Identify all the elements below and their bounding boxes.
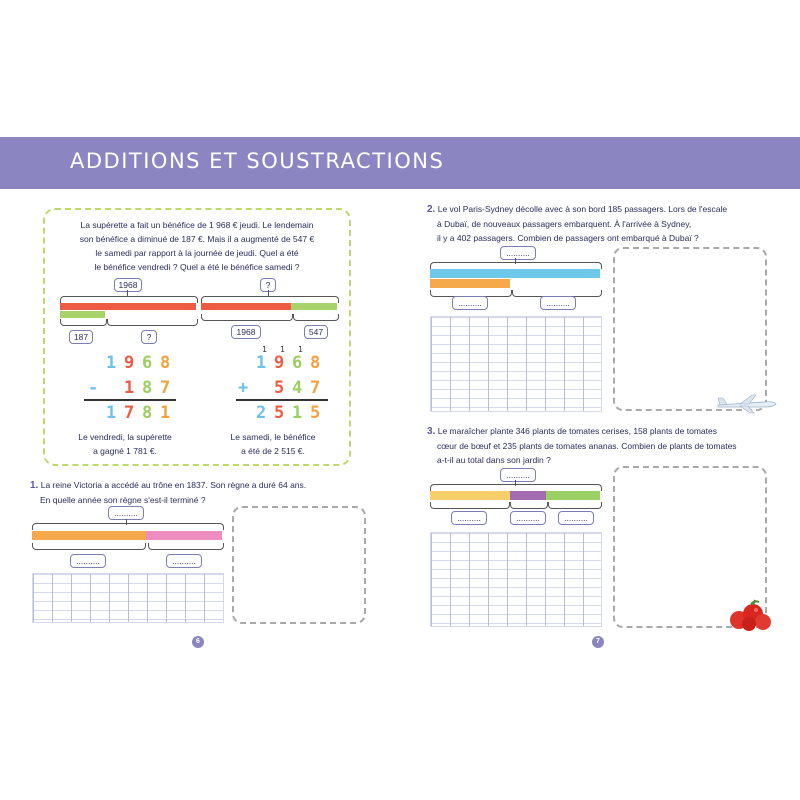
- q3-total-blank[interactable]: ..........: [500, 468, 536, 482]
- add-result-digit: 5: [310, 403, 321, 423]
- sub-operator: -: [88, 378, 99, 398]
- sub-digit: 7: [160, 378, 171, 398]
- question-1: [30, 478, 360, 507]
- conclusion-line: Le vendredi, la supérette: [78, 432, 172, 442]
- right-total-label: ?: [260, 278, 276, 292]
- right-top-brace: [201, 296, 339, 303]
- example-conclusion-right: [208, 430, 338, 458]
- right-bar-a: [201, 303, 291, 310]
- right-brace-a: [201, 314, 293, 321]
- question-number: 2.: [427, 204, 436, 215]
- q3-part-b-blank[interactable]: ..........: [510, 511, 546, 525]
- example-intro-line: La supérette a fait un bénéfice de 1 968 € jeudi. Le lendemain: [80, 220, 314, 230]
- question-line: il y a 402 passagers. Combien de passagers ont embarqué à Dubaï ?: [437, 233, 699, 243]
- q2-answer-box[interactable]: [613, 247, 767, 411]
- sub-result-digit: 1: [106, 403, 117, 423]
- q2-part-b-blank[interactable]: ..........: [540, 296, 576, 310]
- q3-part-a-blank[interactable]: ..........: [451, 511, 487, 525]
- q1-brace-b: [148, 543, 224, 550]
- sub-result-digit: 1: [160, 403, 171, 423]
- add-result-line: [236, 399, 328, 401]
- sub-digit: 8: [142, 378, 153, 398]
- example-intro-line: le bénéfice vendredi ? Quel a été le bénéfice samedi ?: [94, 262, 300, 272]
- question-2: [427, 202, 777, 245]
- add-digit: 7: [310, 378, 321, 398]
- q1-bar-a: [32, 531, 146, 540]
- question-line: à Dubaï, de nouveaux passagers embarquent. À l'arrivée à Sydney,: [437, 219, 692, 229]
- q3-bar-b: [510, 491, 546, 500]
- question-number: 1.: [30, 480, 39, 491]
- add-digit: 4: [292, 378, 303, 398]
- right-part-b-label: 547: [304, 325, 328, 339]
- q2-bar-part: [430, 279, 510, 288]
- right-brace-b: [293, 314, 339, 321]
- q1-part-a-blank[interactable]: ..........: [70, 554, 106, 568]
- left-top-brace: [60, 296, 198, 303]
- q1-top-brace-tick: [126, 519, 127, 525]
- left-part-b-label: ?: [141, 330, 157, 344]
- left-total-label: 1968: [114, 278, 142, 292]
- q3-bar-a: [430, 491, 510, 500]
- tomatoes-icon: [725, 598, 775, 632]
- question-line: a-t-il au total dans son jardin ?: [437, 455, 551, 465]
- conclusion-line: a été de 2 515 €.: [241, 446, 305, 456]
- question-line: cœur de bœuf et 235 plants de tomates ananas. Combien de plants de tomates: [437, 441, 737, 451]
- add-digit: 5: [274, 378, 285, 398]
- question-number: 3.: [427, 426, 436, 437]
- question-line: Le vol Paris-Sydney décolle avec à son bord 185 passagers. Lors de l'escale: [437, 204, 728, 214]
- add-result-digit: 1: [292, 403, 303, 423]
- question-line: La reine Victoria a accédé au trône en 1837. Son règne a duré 64 ans.: [40, 480, 307, 490]
- add-carry: 1: [280, 345, 285, 354]
- left-brace-a: [60, 319, 107, 326]
- conclusion-line: a gagné 1 781 €.: [93, 446, 157, 456]
- page-title: ADDITIONS ET SOUSTRACTIONS: [70, 149, 445, 173]
- q2-total-blank[interactable]: ..........: [500, 246, 536, 260]
- left-top-brace-tick: [127, 290, 128, 296]
- add-result-digit: 2: [256, 403, 267, 423]
- sub-digit: 8: [160, 353, 171, 373]
- question-3: [427, 424, 777, 467]
- q1-answer-box[interactable]: [232, 506, 366, 624]
- q1-part-b-blank[interactable]: ..........: [166, 554, 202, 568]
- example-intro-line: le samedi par rapport à la journée de jeudi. Quel a été: [95, 248, 299, 258]
- right-top-brace-tick: [268, 290, 269, 296]
- add-carry: 1: [262, 345, 267, 354]
- add-digit: 8: [310, 353, 321, 373]
- question-line: En quelle année son règne s'est-il terminé ?: [40, 495, 206, 505]
- q3-part-c-blank[interactable]: ..........: [558, 511, 594, 525]
- left-total-bar: [60, 303, 196, 310]
- q1-total-blank[interactable]: ..........: [108, 506, 144, 520]
- q2-part-a-blank[interactable]: ..........: [452, 296, 488, 310]
- q2-top-brace-tick: [515, 258, 516, 264]
- q2-bar-total: [430, 269, 600, 278]
- example-intro-line: son bénéfice a diminué de 187 €. Mais il a augmenté de 547 €: [79, 234, 315, 244]
- q3-top-brace-tick: [515, 480, 516, 486]
- sub-digit: 9: [124, 353, 135, 373]
- add-digit: 9: [274, 353, 285, 373]
- question-line: Le maraîcher plante 346 plants de tomates cerises, 158 plants de tomates: [437, 426, 717, 436]
- add-carry: 1: [298, 345, 303, 354]
- q3-bar-c: [546, 491, 600, 500]
- q1-top-brace: [32, 523, 224, 530]
- conclusion-line: Le samedi, le bénéfice: [230, 432, 316, 442]
- page-number-right: 7: [592, 636, 604, 648]
- page-number-left: 6: [192, 636, 204, 648]
- sub-digit: 6: [142, 353, 153, 373]
- q3-brace-b: [510, 502, 548, 509]
- left-part-bar: [60, 311, 105, 318]
- example-conclusion-left: [60, 430, 190, 458]
- q2-working-grid[interactable]: [430, 316, 602, 412]
- sub-result-line: [84, 399, 176, 401]
- add-digit: 1: [256, 353, 267, 373]
- q1-brace-a: [32, 543, 146, 550]
- q3-brace-c: [548, 502, 602, 509]
- right-part-a-label: 1968: [231, 325, 261, 339]
- left-part-a-label: 187: [69, 330, 93, 344]
- add-operator: +: [238, 378, 249, 398]
- example-intro: [50, 218, 344, 274]
- q1-bar-b: [146, 531, 222, 540]
- right-bar-b: [291, 303, 337, 310]
- sub-digit: 1: [124, 378, 135, 398]
- q3-working-grid[interactable]: [430, 532, 602, 627]
- add-digit: 6: [292, 353, 303, 373]
- add-result-digit: 5: [274, 403, 285, 423]
- left-brace-b: [107, 319, 198, 326]
- airplane-icon: [716, 393, 778, 415]
- sub-digit: 1: [106, 353, 117, 373]
- sub-result-digit: 7: [124, 403, 135, 423]
- q3-brace-a: [430, 502, 510, 509]
- q1-working-grid[interactable]: [32, 573, 224, 623]
- sub-result-digit: 8: [142, 403, 153, 423]
